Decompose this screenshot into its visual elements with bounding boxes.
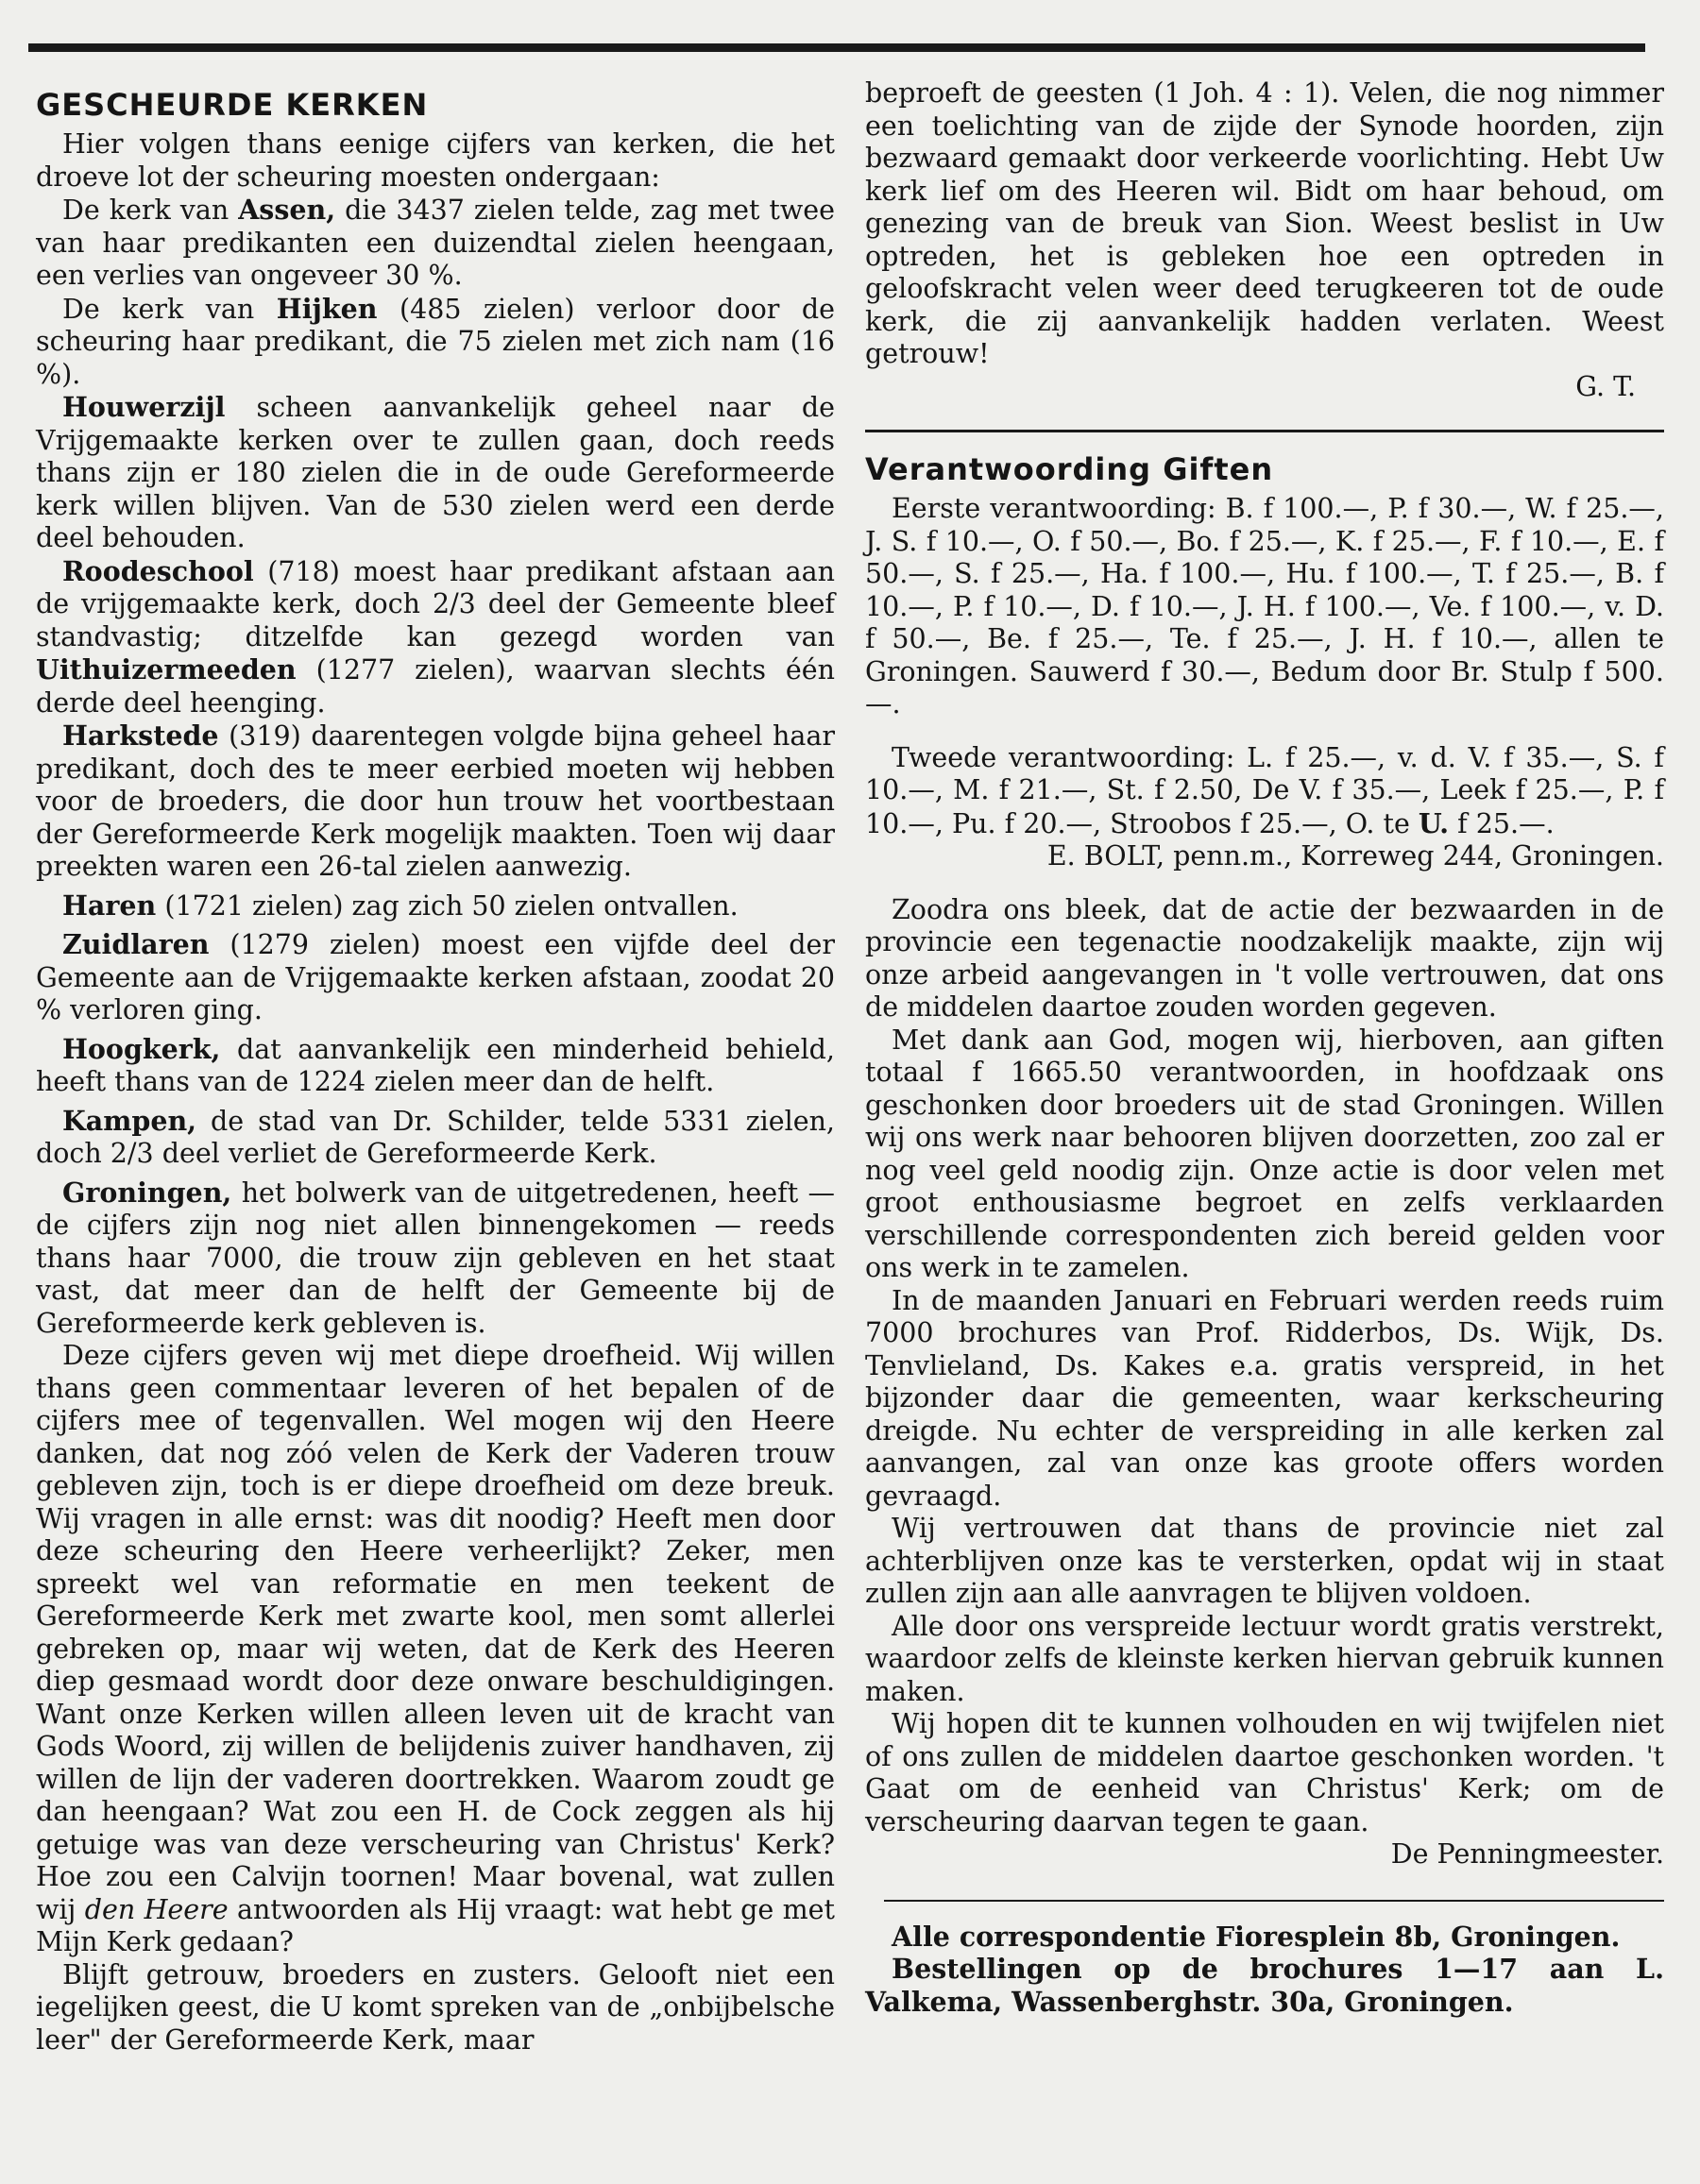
paragraph-harkstede: Harkstede (319) daarentegen volgde bijna geheel haar predikant, doch des te meer eerbied moeten wij hebben voor de broeders, die door hun trouw het voortbestaan der Gereformeerde Kerk mogelijk maakten. Toen wij daar preekten waren een 26-tal zielen aanwezig. <box>36 720 835 882</box>
paragraph-houwerzijl: Houwerzijl scheen aanvankelijk geheel naar de Vrijgemaakte kerken over te zullen gaan, doch reeds thans zijn er 180 zielen die in de oude Gereformeerde kerk willen blijven. Van de 530 zielen werd een derde deel behouden. <box>36 391 835 553</box>
treasurer-paragraph-3: In de maanden Januari en Februari werden reeds ruim 7000 brochures van Prof. Ridderbos, Ds. Wijk, Ds. Tenvlieland, Ds. Kakes e.a. gratis verspreid, in het bijzonder daar die gemeenten, waar kerkscheuring dreigde. Nu echter de verspreiding in alle kerken zal aanvangen, zal van onze kas groote offers worden gevraagd. <box>865 1284 1664 1512</box>
article-heading: GESCHEURDE KERKEN <box>36 87 429 123</box>
closing-rule <box>884 1900 1664 1902</box>
paragraph-zuidlaren: Zuidlaren (1279 zielen) moest een vijfde deel der Gemeente aan de Vrijgemaakte kerken afstaan, zoodat 20 % verloren ging. <box>36 928 835 1025</box>
right-column <box>865 77 1664 2018</box>
treasurer-signature: De Penningmeester. <box>1390 1838 1664 1870</box>
treasurer-paragraph-4: Wij vertrouwen dat thans de provincie niet zal achterblijven onze kas te versterken, opdat wij in staat zullen zijn aan alle aanvragen te blijven voldoen. <box>865 1513 1664 1609</box>
section-rule <box>865 430 1664 432</box>
top-rule <box>28 43 1645 52</box>
paragraph-haren: Haren (1721 zielen) zag zich 50 zielen ontvallen. <box>62 889 739 922</box>
second-account: Tweede verantwoording: L. f 25.—, v. d. V. f 35.—, S. f 10.—, M. f 21.—, St. f 2.50, De V. f 35.—, Leek f 25.—, P. f 10.—, Pu. f 20.—, Stroobos f 25.—, O. te U. f 25.—. <box>865 741 1664 839</box>
paragraph-exhortation: Blijft getrouw, broeders en zusters. Gelooft niet een iegelijken geest, die U komt spreken van de „onbijbelsche leer" der Gereformeerde Kerk, maar <box>36 1958 835 2056</box>
continued-paragraph: beproeft de geesten (1 Joh. 4 : 1). Velen, die nog nimmer een toelichting van de zijde der Synode hoorden, zijn bezwaard gemaakt door verkeerde voorlichting. Hebt Uw kerk lief om des Heeren wil. Bidt om haar behoud, om genezing van de breuk van Sion. Weest beslist in Uw optreden, het is gebleken hoe een optreden in geloofskracht velen weer deed terugkeeren tot de oude kerk, die zij aanvankelijk hadden verlaten. Weest getrouw! <box>865 77 1664 369</box>
first-account: Eerste verantwoording: B. f 100.—, P. f 30.—, W. f 25.—, J. S. f 10.—, O. f 50.—, Bo. f 25.—, K. f 25.—, F. f 10.—, E. f 50.—, S. f 25.—, Ha. f 100.—, Hu. f 100.—, T. f 25.—, B. f 10.—, P. f 10.—, D. f 10.—, J. H. f 100.—, Ve. f 100.—, v. D. f 50.—, Be. f 25.—, Te. f 25.—, J. H. f 10.—, allen te Groningen. Sauwerd f 30.—, Bedum door Br. Stulp f 500.—. <box>865 493 1664 720</box>
closing-notice <box>865 1921 1664 2019</box>
treasurer-line: E. BOLT, penn.m., Korreweg 244, Groningen. <box>1046 840 1664 872</box>
giften-heading: Verantwoording Giften <box>865 451 1274 487</box>
orders-notice: Bestellingen op de brochures 1—17 aan L. Valkema, Wassenberghstr. 30a, Groningen. <box>865 1953 1664 2018</box>
paragraph-hoogkerk: Hoogkerk, dat aanvankelijk een minderheid behield, heeft thans van de 1224 zielen meer dan de helft. <box>36 1032 835 1097</box>
left-column <box>36 77 835 2057</box>
paragraph-hijken: De kerk van Hijken (485 zielen) verloor door de scheuring haar predikant, die 75 zielen met zich nam (16 %). <box>36 292 835 390</box>
paragraph-commentary: Deze cijfers geven wij met diepe droefheid. Wij willen thans geen commentaar leveren of het bepalen of de cijfers mee of tegenvallen. Wel mogen wij den Heere danken, dat nog zóó velen de Kerk der Vaderen trouw gebleven zijn, toch is er diepe droefheid om deze breuk. Wij vragen in alle ernst: was dit noodig? Heeft men door deze scheuring den Heere verheerlijkt? Zeker, men spreekt wel van reformatie en men teekent de Gereformeerde Kerk met zwarte kool, men somt allerlei gebreken op, maar wij weten, dat de Kerk des Heeren diep gesmaad wordt door deze onware beschuldigingen. Want onze Kerken willen alleen leven uit de kracht van Gods Woord, zij willen de belijdenis zuiver handhaven, zij willen de lijn der vaderen doortrekken. Waarom zoudt ge dan heengaan? Wat zou een H. de Cock zeggen als hij getuige was van deze verscheuring van Christus' Kerk? Hoe zou een Calvijn toornen! Maar bovenal, wat zullen wij den Heere antwoorden als Hij vraagt: wat hebt ge met Mijn Kerk gedaan? <box>36 1340 835 1957</box>
paragraph-groningen: Groningen, het bolwerk van de uitgetredenen, heeft — de cijfers zijn nog niet allen binnengekomen — reeds thans haar 7000, die trouw zijn gebleven en het staat vast, dat meer dan de helft der Gemeente bij de Gereformeerde kerk gebleven is. <box>36 1176 835 1339</box>
treasurer-paragraph-6: Wij hopen dit te kunnen volhouden en wij twijfelen niet of ons zullen de middelen daartoe geschonken worden. 't Gaat om de eenheid van Christus' Kerk; om de verscheuring daarvan tegen te gaan. <box>865 1708 1664 1837</box>
paragraph-roodeschool: Roodeschool (718) moest haar predikant afstaan aan de vrijgemaakte kerk, doch 2/3 deel der Gemeente bleef standvastig; ditzelfde kan gezegd worden van Uithuizermeeden (1277 zielen), waarvan slechts één derde deel heenging. <box>36 554 835 719</box>
treasurer-paragraph-5: Alle door ons verspreide lectuur wordt gratis verstrekt, waardoor zelfs de kleinste kerken hiervan gebruik kunnen maken. <box>865 1610 1664 1707</box>
intro-paragraph: Hier volgen thans eenige cijfers van kerken, die het droeve lot der scheuring moesten ondergaan: <box>36 128 835 193</box>
treasurer-paragraph-1: Zoodra ons bleek, dat de actie der bezwaarden in de provincie een tegenactie noodzakelijk maakte, zijn wij onze arbeid aangevangen in 't volle vertrouwen, dat ons de middelen daartoe zouden worden gegeven. <box>865 893 1664 1023</box>
treasurer-paragraph-2: Met dank aan God, mogen wij, hierboven, aan giften totaal f 1665.50 verantwoorden, in hoofdzaak ons geschonken door broeders uit de stad Groningen. Willen wij ons werk naar behooren blijven doorzetten, zoo zal er nog veel geld noodig zijn. Onze actie is door velen met groot enthousiasme begroet en zelfs verklaarden verschillende correspondenten zich bereid gelden voor ons werk in te zamelen. <box>865 1024 1664 1283</box>
author-signature: G. T. <box>1575 370 1636 402</box>
correspondence-notice: Alle correspondentie Fioresplein 8b, Groningen. <box>892 1920 1621 1953</box>
paragraph-kampen: Kampen, de stad van Dr. Schilder, telde 5331 zielen, doch 2/3 deel verliet de Gereformeerde Kerk. <box>36 1104 835 1169</box>
paragraph-assen: De kerk van Assen, die 3437 zielen telde, zag met twee van haar predikanten een duizendtal zielen heengaan, een verlies van ongeveer 30 %. <box>36 194 835 291</box>
